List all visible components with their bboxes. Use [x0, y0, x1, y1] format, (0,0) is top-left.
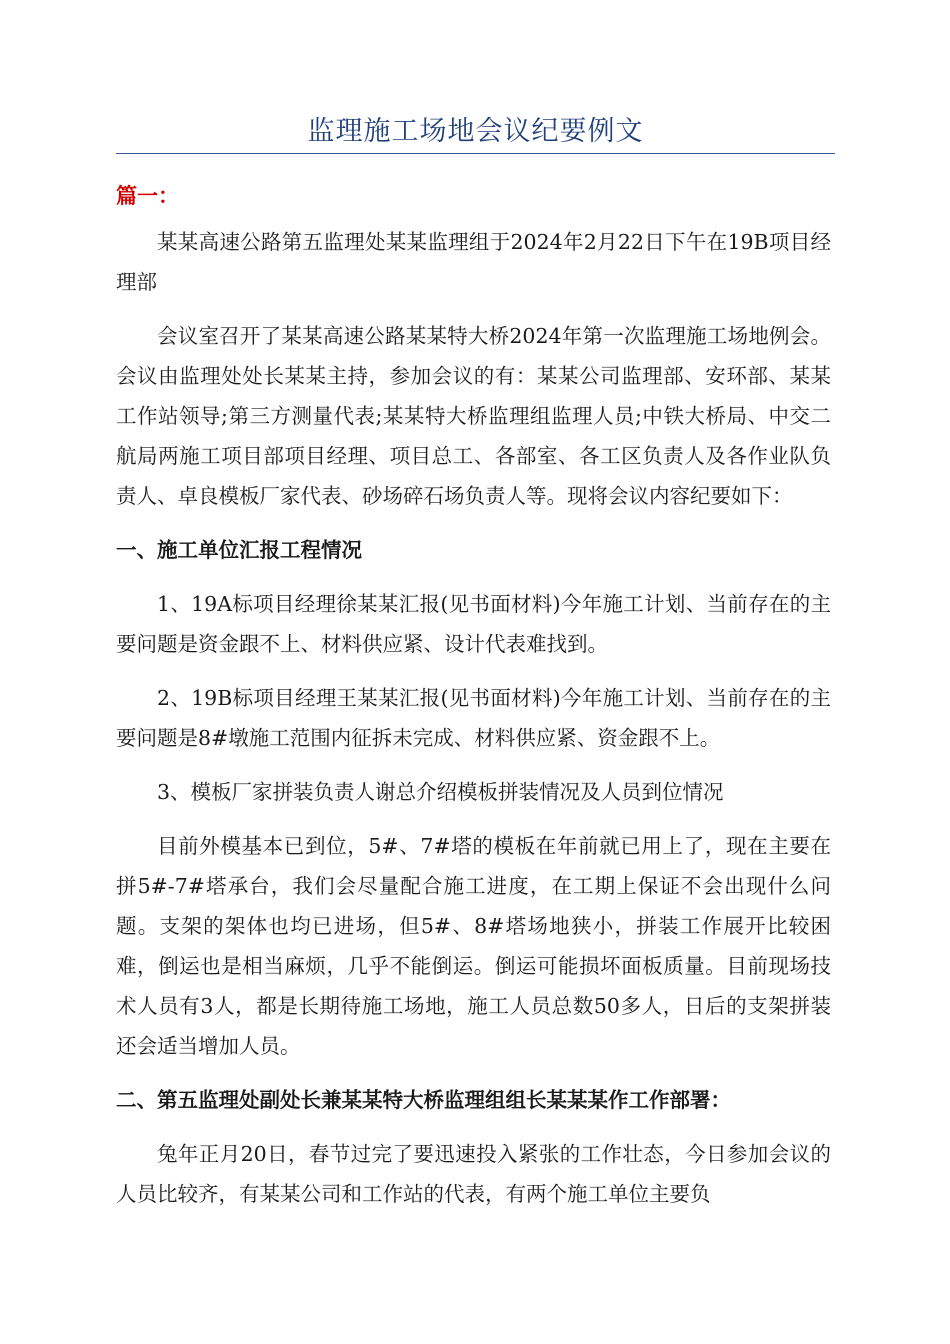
paragraph-intro: 某某高速公路第五监理处某某监理组于2024年2月22日下午在19B项目经理部 [116, 230, 831, 294]
part-label: 篇一： [116, 184, 179, 208]
title-underline [116, 153, 835, 154]
paragraph-report-19b: 2、19B标项目经理王某某汇报(见书面材料)今年施工计划、当前存在的主要问题是8#墩施工范围内征拆未完成、材料供应紧、资金跟不上。 [116, 686, 831, 750]
paragraph-meeting-info: 会议室召开了某某高速公路某某特大桥2024年第一次监理施工场地例会。会议由监理处处长某某主持，参加会议的有：某某公司监理部、安环部、某某工作站领导;第三方测量代表;某某特大桥监理组监理人员;中铁大桥局、中交二航局两施工项目部项目经理、项目总工、各部室、各工区负责人及各作业队负责人、卓良模板厂家代表、砂场碎石场负责人等。现将会议内容纪要如下： [116, 324, 831, 508]
paragraph-report-19a: 1、19A标项目经理徐某某汇报(见书面材料)今年施工计划、当前存在的主要问题是资金跟不上、材料供应紧、设计代表难找到。 [116, 592, 831, 656]
section-heading-2: 二、第五监理处副处长兼某某特大桥监理组组长某某某作工作部署： [116, 1088, 731, 1112]
document-title: 监理施工场地会议纪要例文 [307, 116, 644, 147]
paragraph-formwork-status: 目前外模基本已到位，5#、7#塔的模板在年前就已用上了，现在主要在拼5#-7#塔承台，我们会尽量配合施工进度，在工期上保证不会出现什么问题。支架的架体也均已进场，但5#、8#塔场地狭小，拼装工作展开比较困难，倒运也是相当麻烦，几乎不能倒运。倒运可能损坏面板质量。目前现场技术人员有3人，都是长期待施工场地，施工人员总数50多人，日后的支架拼装还会适当增加人员。 [116, 834, 831, 1058]
paragraph-work-deployment: 兔年正月20日，春节过完了要迅速投入紧张的工作壮态，今日参加会议的人员比较齐，有某某公司和工作站的代表，有两个施工单位主要负 [116, 1142, 831, 1206]
paragraph-formwork-intro: 3、模板厂家拼装负责人谢总介绍模板拼装情况及人员到位情况 [157, 780, 724, 804]
document-body [116, 180, 831, 1228]
section-heading-1: 一、施工单位汇报工程情况 [116, 538, 362, 562]
